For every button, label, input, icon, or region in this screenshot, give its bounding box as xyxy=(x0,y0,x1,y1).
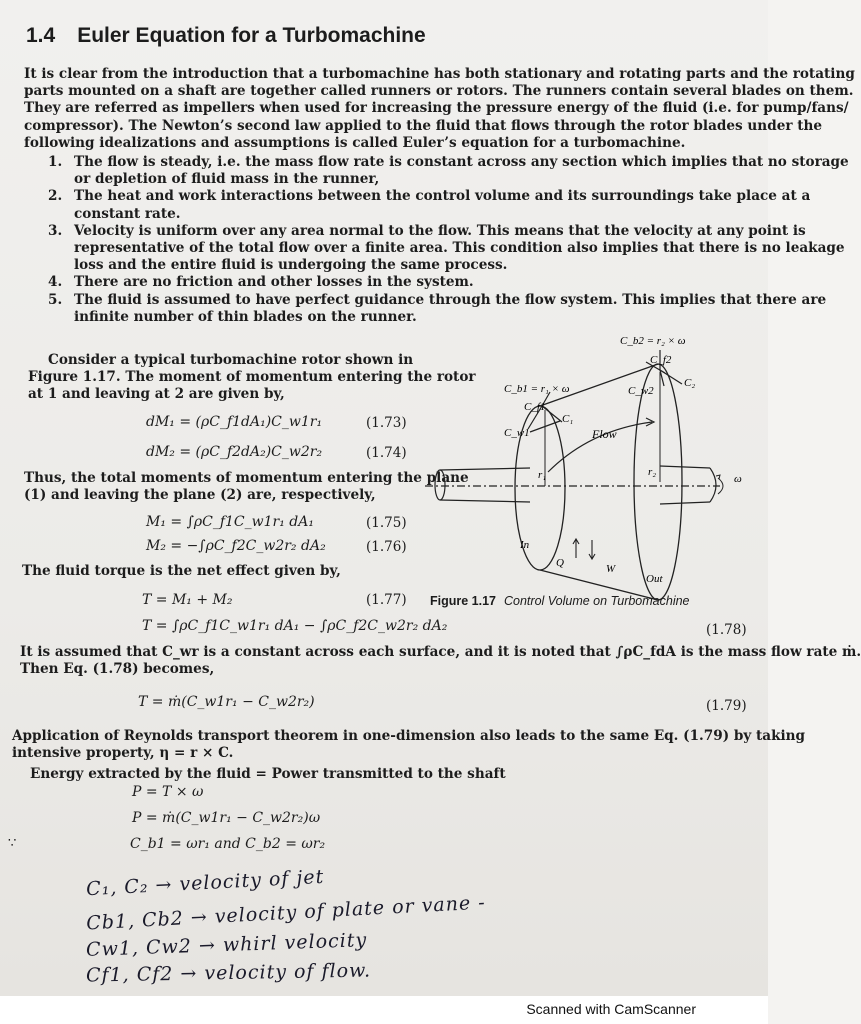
assumption-line: loss and the entire fluid is undergoing the same process. xyxy=(74,257,508,274)
equation-number: (1.78) xyxy=(706,622,747,638)
label-r1: r₁ xyxy=(538,469,547,481)
intro-paragraph xyxy=(24,66,855,152)
consider-paragraph xyxy=(28,352,476,404)
section-heading xyxy=(26,24,426,48)
label-c2: C₂ xyxy=(684,377,696,389)
equation-number: (1.73) xyxy=(366,415,407,431)
assumption-line: The flow is steady, i.e. the mass flow rate is constant across any section which implies that no storage xyxy=(74,154,849,170)
equation-1-75: M₁ = ∫ρC_f1C_w1r₁ dA₁ xyxy=(146,514,314,530)
label-cw2: C_w2 xyxy=(628,385,654,397)
section-title: Euler Equation for a Turbomachine xyxy=(77,24,426,47)
equation-1-73: dM₁ = (ρC_f1dA₁)C_w1r₁ xyxy=(146,414,323,430)
consider-line: Consider a typical turbomachine rotor shown in xyxy=(48,352,414,368)
equation-number: (1.75) xyxy=(366,515,407,531)
assumption-list xyxy=(48,154,849,326)
assumption-number: 1. xyxy=(48,154,63,170)
assumption-item xyxy=(48,274,849,291)
heat-work-arrows xyxy=(573,539,595,559)
label-flow: Flow xyxy=(592,427,617,441)
assumption-number: 5. xyxy=(48,291,63,308)
assumption-number: 4. xyxy=(48,274,63,291)
rotor-body xyxy=(515,364,682,600)
assumed-line: It is assumed that C_wr is a constant across each surface, and it is noted that ∫ρC_fdA is the mass flow rate ṁ. xyxy=(20,644,861,660)
figure-caption xyxy=(430,594,690,608)
intro-line: compressor). The Newton’s second law applied to the fluid that flows through the rotor blades under the xyxy=(24,117,823,134)
label-cf1: C_f1 xyxy=(524,401,546,413)
equation-number: (1.79) xyxy=(706,698,747,714)
assumption-line: infinite number of thin blades on the runner. xyxy=(74,308,417,325)
label-cb2: C_b2 = r₂ × ω xyxy=(620,335,686,347)
assumption-line: The heat and work interactions between the control volume and its surroundings take place at a xyxy=(74,188,811,205)
scanner-footer xyxy=(0,996,768,1024)
assumed-paragraph xyxy=(20,644,861,678)
intro-line: following idealizations and assumptions is called Euler’s equation for a turbomachine. xyxy=(24,134,686,151)
assumption-line: representative of the total flow over a finite area. This condition also implies that there is no leakage xyxy=(74,240,845,257)
power-equation: P = T × ω xyxy=(132,784,204,800)
label-q: Q xyxy=(556,557,564,569)
assumption-item xyxy=(48,292,849,326)
equation-1-77: T = M₁ + M₂ xyxy=(142,592,233,608)
equation-1-76: M₂ = −∫ρC_f2C_w2r₂ dA₂ xyxy=(146,538,326,554)
power-expanded-equation: P = ṁ(C_w1r₁ − C_w2r₂)ω xyxy=(132,810,321,826)
therefore-symbol: ∵ xyxy=(8,836,17,851)
label-omega: ω xyxy=(734,473,742,485)
equation-number: (1.77) xyxy=(366,592,407,608)
thus-line: (1) and leaving the plane (2) are, respectively, xyxy=(24,487,376,504)
label-c1: C₁ xyxy=(562,413,574,425)
assumption-line: constant rate. xyxy=(74,205,181,222)
label-cw1: C_w1 xyxy=(504,427,530,439)
figure-title: Control Volume on Turbomachine xyxy=(504,594,690,608)
blade-velocity-equation: C_b1 = ωr₁ and C_b2 = ωr₂ xyxy=(130,836,326,852)
assumption-item xyxy=(48,188,849,222)
assumption-item xyxy=(48,154,849,188)
consider-line: at 1 and leaving at 2 are given by, xyxy=(28,386,285,403)
reynolds-line: intensive property, η = r × C. xyxy=(12,745,234,762)
torque-text: The fluid torque is the net effect given by, xyxy=(22,563,341,579)
consider-line: Figure 1.17. The moment of momentum entering the rotor xyxy=(28,369,476,386)
section-number: 1.4 xyxy=(26,24,56,47)
assumption-number: 2. xyxy=(48,188,63,205)
figure-label: Figure 1.17 xyxy=(430,594,496,608)
handwritten-note: C₁, C₂ → velocity of jet xyxy=(85,865,325,901)
shaft xyxy=(425,466,720,504)
label-in: In xyxy=(520,539,530,551)
equation-1-74: dM₂ = (ρC_f2dA₂)C_w2r₂ xyxy=(146,444,323,460)
assumption-number: 3. xyxy=(48,222,63,239)
label-w: W xyxy=(606,563,616,575)
equation-1-79: T = ṁ(C_w1r₁ − C_w2r₂) xyxy=(138,694,315,710)
intro-line: They are referred as impellers when used for increasing the pressure energy of the fluid (i.e. for pump/fans/ xyxy=(24,100,849,117)
energy-statement: Energy extracted by the fluid = Power transmitted to the shaft xyxy=(30,766,506,782)
assumption-item xyxy=(48,223,849,275)
label-out: Out xyxy=(646,573,663,585)
equation-number: (1.74) xyxy=(366,445,407,461)
label-cb1: C_b1 = r₁ × ω xyxy=(504,383,570,395)
equation-1-78: T = ∫ρC_f1C_w1r₁ dA₁ − ∫ρC_f2C_w2r₂ dA₂ xyxy=(142,618,448,634)
assumption-line: or depletion of fluid mass in the runner, xyxy=(74,171,380,188)
rotation-arrow xyxy=(716,475,723,494)
intro-line: parts mounted on a shaft are together called runners or rotors. The runners contain several blades on them. xyxy=(24,83,854,100)
assumption-line: There are no friction and other losses in the system. xyxy=(74,274,474,291)
handwritten-note: Cf1, Cf2 → velocity of flow. xyxy=(85,959,372,987)
scanner-watermark: Scanned with CamScanner xyxy=(526,1001,696,1017)
reynolds-line: Application of Reynolds transport theorem in one-dimension also leads to the same Eq. (1.79) by taking xyxy=(12,728,806,744)
label-r2: r₂ xyxy=(648,466,657,478)
handwritten-note: Cb1, Cb2 → velocity of plate or vane - xyxy=(85,891,487,935)
equation-number: (1.76) xyxy=(366,539,407,555)
handwritten-note: Cw1, Cw2 → whirl velocity xyxy=(85,929,368,961)
label-cf2: C_f2 xyxy=(650,354,672,366)
reynolds-paragraph xyxy=(12,728,805,762)
thus-paragraph xyxy=(24,470,469,504)
assumption-line: The fluid is assumed to have perfect guidance through the flow system. This implies that there are xyxy=(74,291,827,308)
assumed-line: Then Eq. (1.78) becomes, xyxy=(20,661,215,678)
intro-line: It is clear from the introduction that a turbomachine has both stationary and rotating parts and the rotating xyxy=(24,66,855,82)
assumption-line: Velocity is uniform over any area normal to the flow. This means that the velocity at any point is xyxy=(74,222,806,239)
thus-line: Thus, the total moments of momentum entering the plane xyxy=(24,470,469,486)
turbomachine-figure xyxy=(420,330,760,592)
